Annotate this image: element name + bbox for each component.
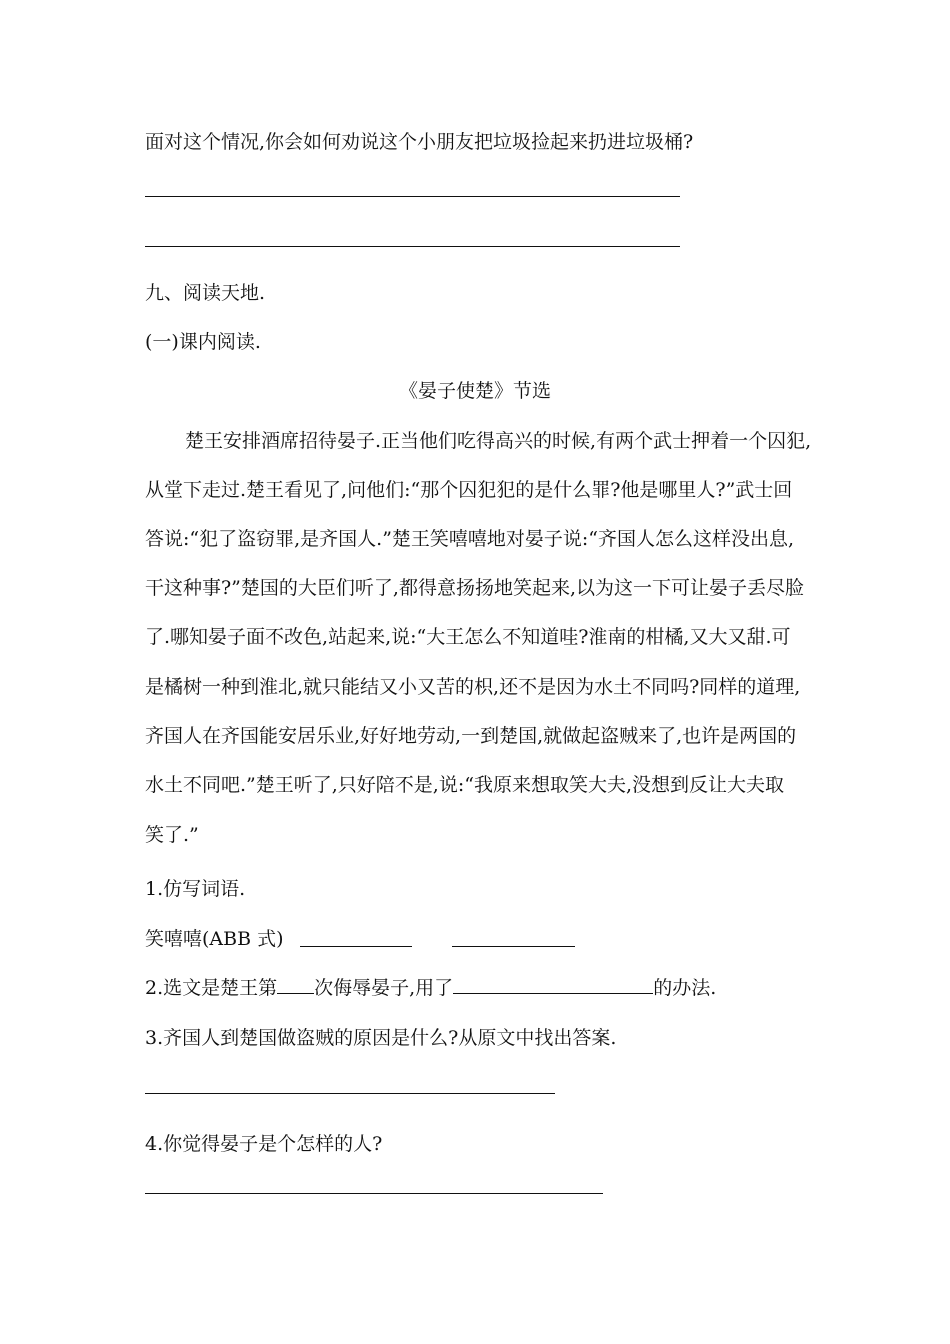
question-1-example — [145, 926, 284, 952]
passage-line: 从堂下走过.楚王看见了,问他们:“那个囚犯犯的是什么罪?他是哪里人?”武士回 — [145, 479, 793, 501]
passage-title: 《晏子使楚》节选 — [398, 380, 551, 402]
subsection-heading: (一)课内阅读. — [145, 331, 261, 353]
question-2-part-a: 2.选文是楚王第 — [145, 977, 278, 999]
answer-line[interactable] — [145, 1193, 603, 1194]
answer-line[interactable] — [145, 196, 680, 197]
question-2 — [145, 975, 716, 1001]
answer-blank[interactable] — [453, 975, 653, 994]
answer-line[interactable] — [145, 1093, 555, 1094]
example-word: 笑嘻嘻(ABB 式) — [145, 928, 284, 950]
passage-line: 是橘树一种到淮北,就只能结又小又苦的枳,还不是因为水土不同吗?同样的道理, — [145, 676, 801, 698]
passage-line: 水土不同吧.”楚王听了,只好陪不是,说:“我原来想取笑大夫,没想到反让大夫取 — [145, 774, 784, 796]
passage-line: 齐国人在齐国能安居乐业,好好地劳动,一到楚国,就做起盗贼来了,也许是两国的 — [145, 725, 797, 747]
question-3-prompt: 3.齐国人到楚国做盗贼的原因是什么?从原文中找出答案. — [145, 1027, 617, 1049]
question-2-part-b: 次侮辱晏子,用了 — [314, 977, 454, 999]
passage-line: 了.哪知晏子面不改色,站起来,说:“大王怎么不知道哇?淮南的柑橘,又大又甜.可 — [145, 626, 791, 648]
question-8-prompt: 面对这个情况,你会如何劝说这个小朋友把垃圾捡起来扔进垃圾桶? — [145, 131, 694, 153]
answer-blank[interactable] — [277, 975, 314, 994]
passage-line: 干这种事?”楚国的大臣们听了,都得意扬扬地笑起来,以为这一下可让晏子丢尽脸 — [145, 577, 804, 599]
answer-line[interactable] — [145, 246, 680, 247]
answer-blank[interactable] — [452, 946, 575, 947]
passage-line: 楚王安排酒席招待晏子.正当他们吃得高兴的时候,有两个武士押着一个囚犯, — [185, 430, 812, 452]
passage-line: 笑了.” — [145, 824, 199, 846]
answer-blank[interactable] — [300, 946, 412, 947]
section-heading: 九、阅读天地. — [145, 282, 266, 304]
question-1-prompt: 1.仿写词语. — [145, 878, 246, 900]
question-2-part-c: 的办法. — [653, 977, 717, 999]
passage-line: 答说:“犯了盗窃罪,是齐国人.”楚王笑嘻嘻地对晏子说:“齐国人怎么这样没出息, — [145, 528, 795, 550]
question-4-prompt: 4.你觉得晏子是个怎样的人? — [145, 1133, 383, 1155]
